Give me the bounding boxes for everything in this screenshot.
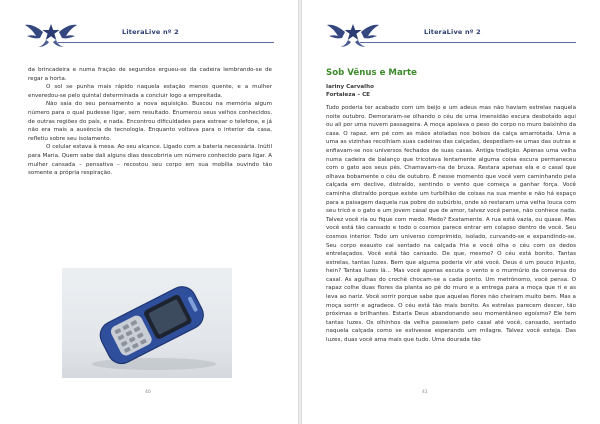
magazine-name: LiteraLive nº 2: [122, 28, 179, 36]
page-number-right: 41: [422, 390, 428, 395]
winged-star-logo-icon: [24, 18, 78, 48]
left-page: [0, 0, 298, 424]
page-number-left: 40: [145, 390, 151, 395]
page-header-right: [326, 18, 576, 48]
winged-star-logo-icon: [326, 18, 380, 48]
paragraph: Não saía do seu pensamento a nova aquisição. Buscou na memória algum número para o qual pudesse ligar, sem resultado. Enumerou seus velhos conhecidos, de outras regiões do país, e nada. Encontrou dificuldades para estrear o telefone, e já não era mais a ausência de tecnologia. Enquanto voltava para o interior da casa, refletiu sobre seu isolamento.: [28, 101, 272, 142]
page-header-left: [24, 18, 274, 48]
header-rule: [360, 42, 576, 43]
paragraph: da brincadeira e numa fração de segundos ergueu-se da cadeira lembrando-se de regar a horta.: [28, 67, 272, 82]
paragraph: O celular estava à mesa. Ao seu alcance. Ligado com a bateria necessária. Inútil para Maria. Quem sabe dali alguns dias descobriria um número conhecido para ligar. A mulher cansada – pensativa – recostou seu corpo em sua mobília ouvindo tão somente a própria respiração.: [28, 144, 272, 177]
mobile-phone-photo: [62, 268, 232, 378]
right-page: [302, 0, 600, 424]
magazine-name: LiteraLive nº 2: [424, 28, 481, 36]
left-body-text: [28, 66, 272, 178]
author-location: Fortaleza – CE: [326, 92, 371, 98]
paragraph: O sol se punha mais rápido naquela estação menos quente, e a mulher enveredou-se pelo quintal determinada a concluir logo a empreitada.: [28, 84, 272, 99]
right-body-text: Tudo poderia ter acabado com um beijo e um adeus mas não haviam estrelas naquela noite outubro. Demoraram-se olhando o céu de uma imensidão escura desbotado aqui ou ali por uma nuvem passageira. A moça apoiava o peso do corpo no muro baixinho da casa. O rapaz, em pé com as mãos atoladas nos bolsos da calça amarrotada. Uma a uma as vizinhas recolhiam suas cadeiras das calçadas, despediam-se umas das outras e enfiavam-se nos universos fechados de suas casas. Antiga tradição. Apenas uma velha numa cadeira de balanço que tricotava lentamente alguma coisa escura permaneceu com o gato aos seus pés. Chamavam-na de bruxa. Restara apenas ela e o casal que olhava bobamente o céu de outubro. É nesse momento que você vem caminhando pela calçada em declive, distraído, sentindo o vento que começa a ganhar força. Você caminha distraído porque existe um turbilhão de coisas na sua mente e não há espaço para a paisagem daquela rua pobre do subúrbio, onde só restaram uma velha louca com seu tricô e o gato e um jovem casal que de amor, talvez você pense, não conhece nada. Talvez você ria ou fique com medo. Medo? Exatamente. A rua está vazia, ou quase. Mas você está tão cansado e todo o cosmos parece entrar em colapso dentro de você. Seu cosmos interior. Todo um universo comprimido, isolado, curvando-se e expandindo-se. Seu corpo exausto cai sentado na calçada fria e você olha o céu com os dedos entrelaçados. Você está tão cansado. De que, mesmo? O céu está bonito. Tantas estrelas, tantas luzes. Bem que alguma poderia vir até você. Deus é um pouco injusto, hein? Tantas luzes lá... Mas você apenas escuta o vento e o murmúrio da conversa do casal. As agulhas do crochê chocam-se a cada ponto. Um metrônomo, você pensa. O rapaz colhe duas flores da planta ao pé do muro e a entrega para a moça que ri e as leva ao nariz. Você sorrir porque sabe que aquelas flores não cheiram muito bem. Mas a moça sorrir e agradece. O céu está tão mais bonito. As estrelas parecem descer, tão próximas e brilhantes. Estaria Deus abandonando seu momentâneo egoísmo? Ele tem tantas luzes. Os olhinhos da velha passeiam pelo casal até você, cansado, sentado naquela calçada como se estivesse esperando um milagre. Talvez você esteja. Das luzes, duas você ama mais que tudo. Uma dourada tão: [326, 105, 576, 344]
article-title: Sob Vênus e Marte: [326, 68, 417, 78]
header-rule: [58, 42, 274, 43]
author-name: Iariny Carvalho: [326, 84, 374, 90]
mobile-phone-icon: [62, 268, 232, 378]
